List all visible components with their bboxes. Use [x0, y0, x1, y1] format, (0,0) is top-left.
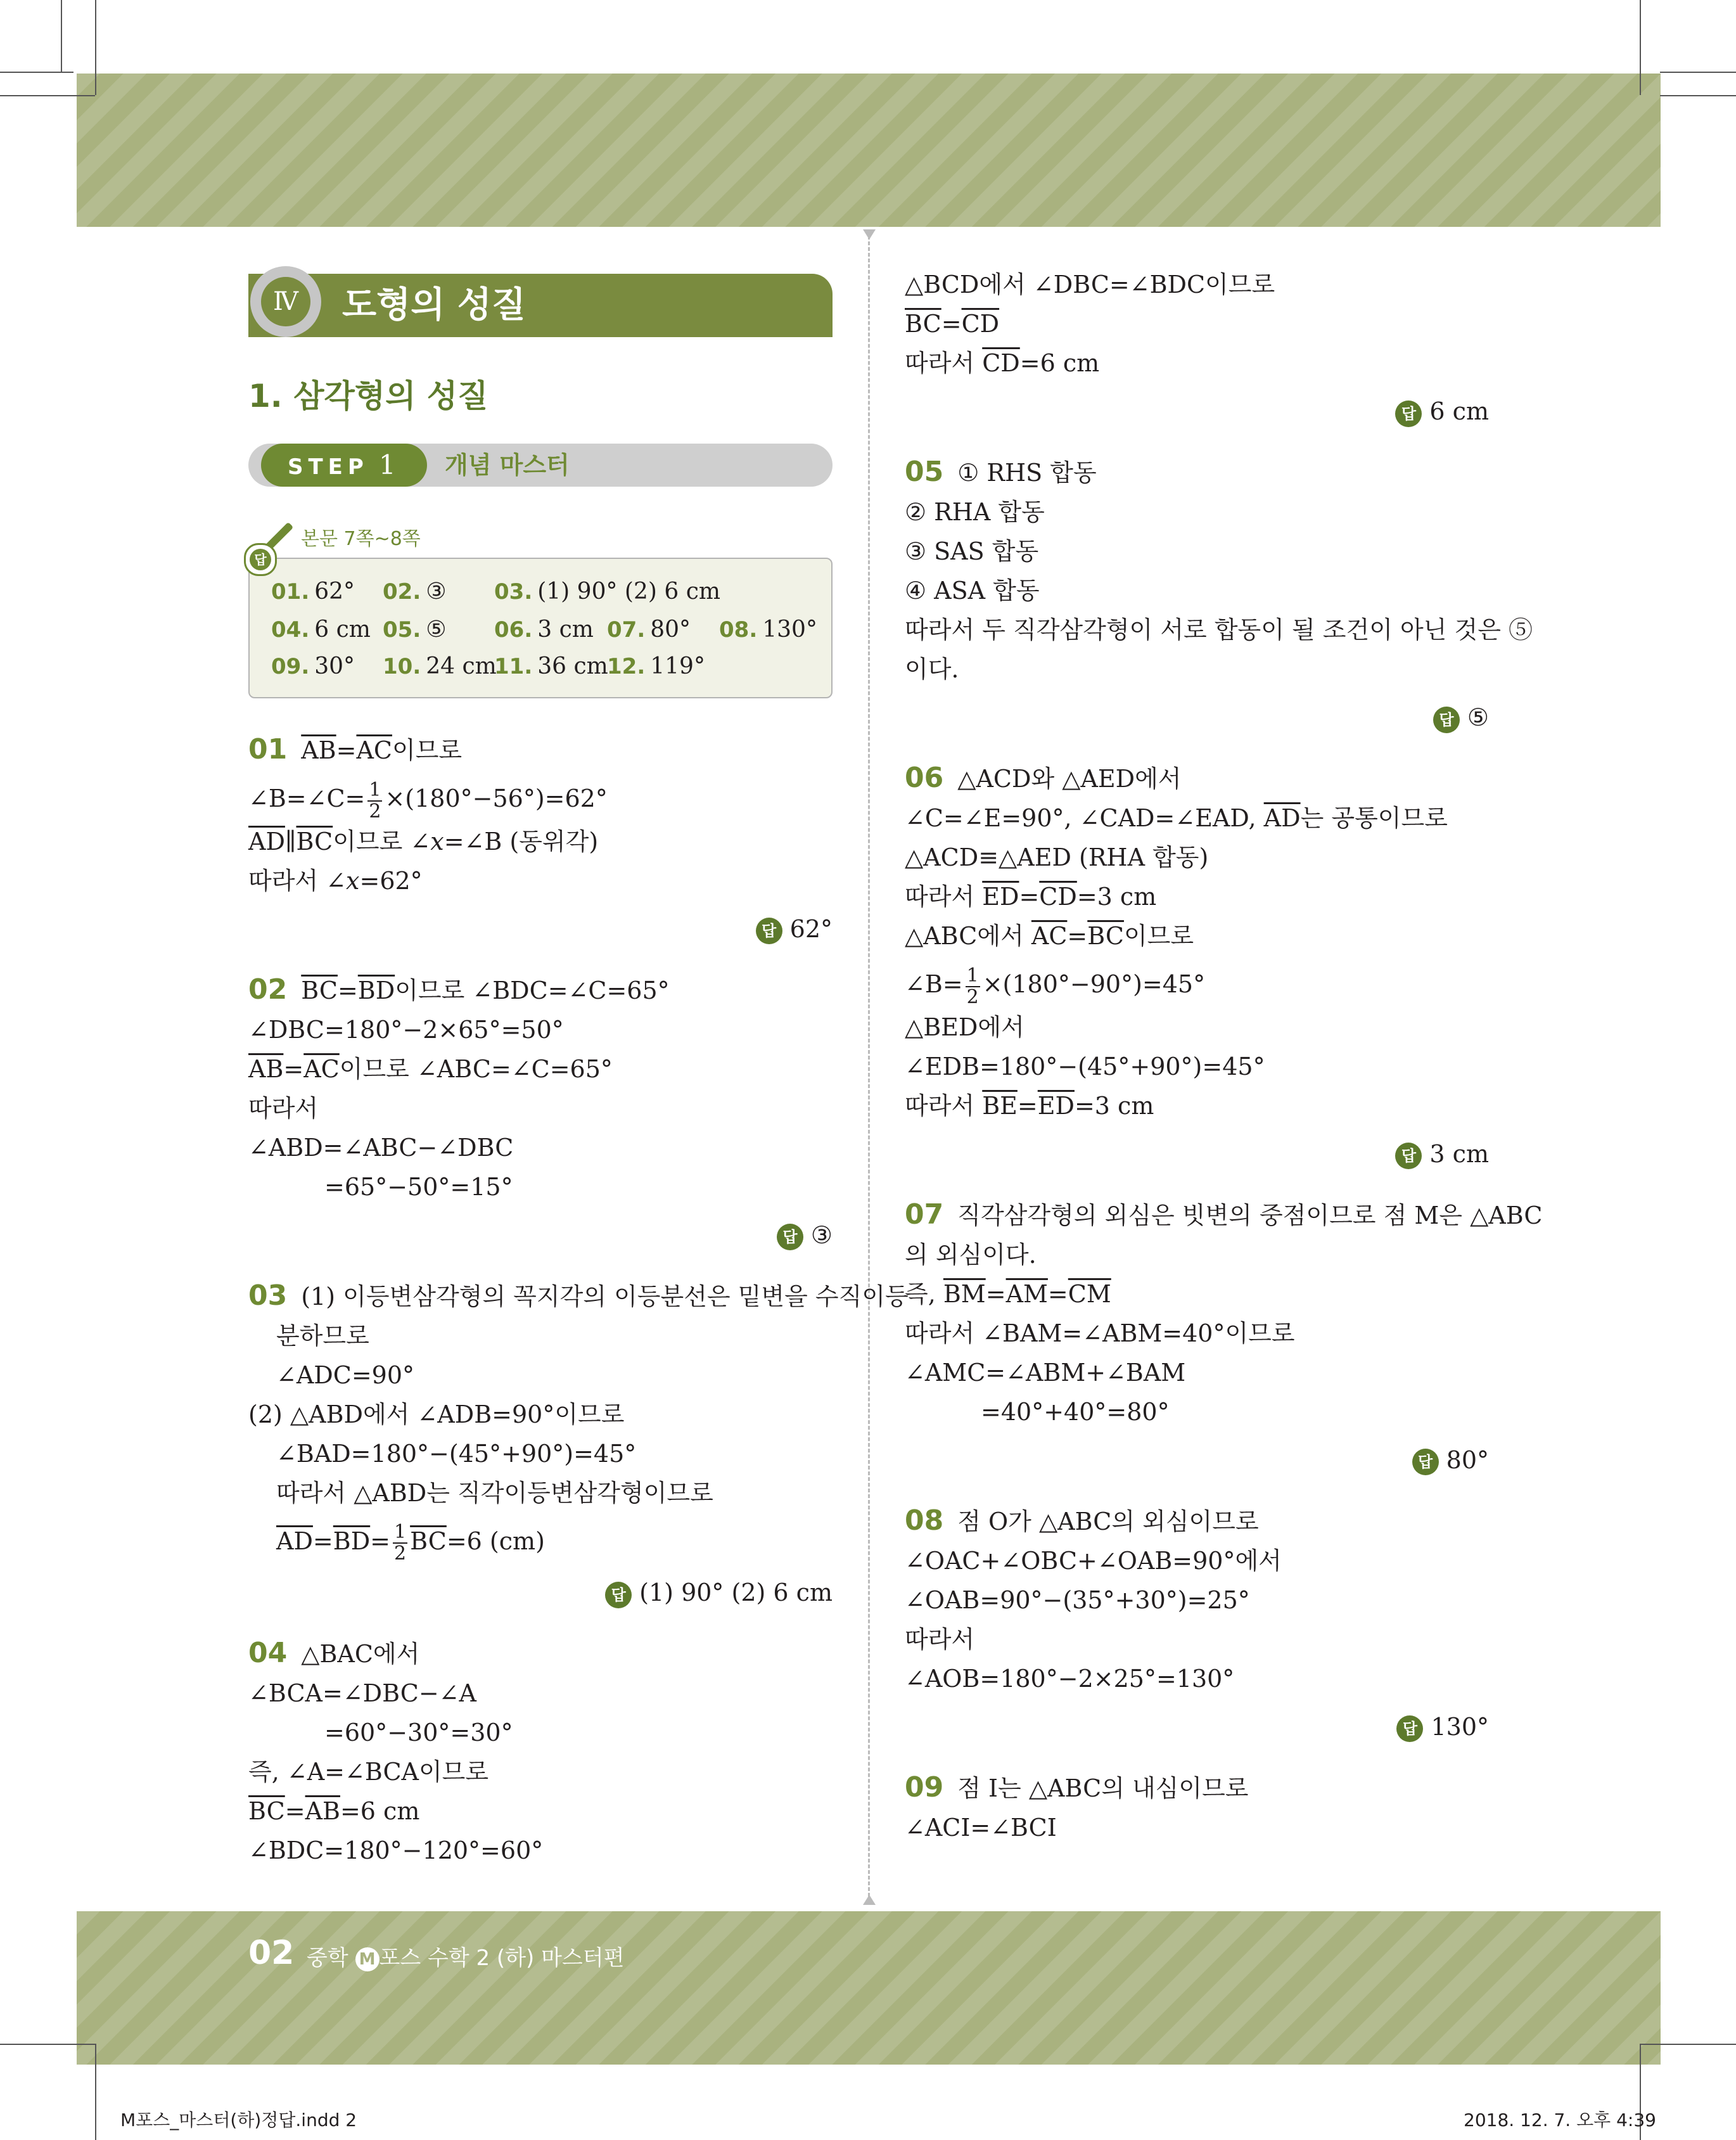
q04-line	[248, 1791, 833, 1831]
text: ∠C=∠E=90°, ∠CAD=∠EAD,	[905, 804, 1264, 832]
q07-line: 의 외심이다.	[905, 1240, 1037, 1269]
q01-line	[248, 730, 833, 770]
q08-line: ∠OAB=90°−(35°+30°)=25°	[905, 1586, 1250, 1614]
step-number: 1	[378, 449, 396, 480]
q07-line: ∠AMC=∠ABM+∠BAM	[905, 1358, 1186, 1387]
q07-answer	[905, 1440, 1489, 1480]
quick-answer-value: (1) 90° (2) 6 cm	[537, 579, 721, 605]
quick-answer-06	[494, 616, 594, 644]
segment: $\overline{BC}$	[301, 976, 338, 1004]
page-number: 02	[248, 1934, 295, 1972]
text: 즉,	[905, 1279, 943, 1308]
quick-answer-value: ⑤	[426, 617, 447, 643]
q09-line: ∠ACI=∠BCI	[905, 1813, 1057, 1842]
q06-line	[905, 916, 1489, 956]
left-column	[248, 730, 909, 1870]
text: =6 cm	[340, 1797, 420, 1825]
text: 점 O가 △ABC의 외심이므로	[957, 1507, 1259, 1535]
quick-answer-08	[719, 616, 817, 644]
answer-badge: 답	[1396, 1715, 1423, 1742]
text: =62°	[359, 866, 423, 895]
fraction	[966, 966, 980, 1008]
question-number: 05	[905, 456, 944, 488]
segment: $\overline{AB}$	[301, 736, 336, 764]
quick-answer-07	[607, 616, 691, 644]
q01-line	[248, 822, 833, 861]
q07-line: =40°+40°=80°	[981, 1397, 1170, 1426]
segment: $\overline{BC}$	[296, 827, 333, 855]
book-title-post: 포스 수학 2 (하) 마스터편	[379, 1945, 625, 1971]
q05-answer	[905, 698, 1489, 737]
q03-line: 분하므로	[276, 1321, 369, 1350]
text: 는 공통이므로	[1300, 804, 1448, 832]
fraction	[393, 1522, 407, 1564]
segment: $\overline{AB}$	[305, 1797, 340, 1825]
answer-icon	[244, 543, 277, 576]
text: ∠B=	[905, 970, 963, 998]
answer-value: ③	[810, 1221, 833, 1249]
quick-answer-no: 08.	[719, 617, 758, 643]
text: ∥	[284, 827, 297, 855]
q04-line: ∠BCA=∠DBC−∠A	[248, 1679, 476, 1707]
answer-badge: 답	[1395, 1143, 1422, 1169]
q04-line	[248, 1634, 833, 1674]
text: (1) 이등변삼각형의 꼭지각의 이등분선은 밑변을 수직이등	[301, 1282, 909, 1310]
crop-mark	[0, 2044, 95, 2045]
q05-line: ④ ASA 합동	[905, 577, 1040, 605]
q07-line	[905, 1195, 1543, 1235]
top-decorative-band	[77, 74, 1661, 227]
text: 이므로	[392, 736, 463, 764]
quick-answer-no: 12.	[607, 654, 646, 679]
quick-answer-12	[607, 653, 705, 681]
answer-value: 6 cm	[1429, 397, 1489, 425]
text: △ACD와 △AED에서	[957, 765, 1182, 793]
q02-line	[248, 970, 833, 1010]
segment: $\overline{ED}$	[1037, 1091, 1075, 1120]
q06-line	[905, 964, 1489, 1008]
text: ① RHS 합동	[957, 459, 1097, 487]
q05-line: ② RHA 합동	[905, 498, 1045, 526]
q06-line	[905, 798, 1489, 838]
segment: $\overline{BD}$	[333, 1527, 371, 1555]
crop-mark	[1660, 72, 1736, 73]
quick-answer-no: 11.	[494, 654, 533, 679]
q01-line	[248, 861, 833, 900]
q03-line: (2) △ABD에서 ∠ADB=90°이므로	[248, 1400, 625, 1428]
answer-badge: 답	[1433, 707, 1460, 733]
text: =3 cm	[1076, 883, 1157, 911]
text: =	[1047, 1279, 1068, 1308]
text: 이므로 ∠	[333, 827, 431, 855]
quick-answer-no: 06.	[494, 617, 533, 643]
variable: x	[346, 866, 360, 895]
segment: $\overline{AD}$	[1263, 804, 1301, 832]
segment: $\overline{AD}$	[248, 827, 285, 855]
m-logo-icon: M	[355, 1947, 380, 1971]
q06-line	[905, 877, 1489, 916]
text: ∠B=∠C=	[248, 785, 366, 812]
text: =6 (cm)	[446, 1527, 545, 1555]
text: =	[336, 736, 357, 764]
q05-line: 따라서 두 직각삼각형이 서로 합동이 될 조건이 아닌 것은 ⑤	[905, 616, 1533, 644]
q08-line	[905, 1501, 1489, 1541]
crop-mark	[0, 72, 73, 73]
quick-answer-03	[494, 578, 720, 606]
answer-badge: 답	[756, 918, 782, 944]
step-title: 개념 마스터	[445, 451, 570, 479]
q04c-line	[905, 343, 1489, 383]
quick-answer-value: 30°	[314, 653, 355, 679]
q03-line: 따라서 △ABD는 직각이등변삼각형이므로	[276, 1478, 713, 1507]
segment: $\overline{CD}$	[1039, 883, 1077, 911]
q04-line: =60°−30°=30°	[324, 1719, 513, 1746]
answer-badge: 답	[1412, 1449, 1439, 1475]
q08-answer	[905, 1707, 1489, 1746]
quick-answer-value: 80°	[650, 617, 691, 643]
crop-mark	[1640, 0, 1641, 95]
quick-answer-no: 10.	[383, 654, 421, 679]
question-number: 03	[248, 1279, 288, 1312]
text: =6 cm	[1019, 349, 1100, 377]
answer-value: 3 cm	[1429, 1139, 1489, 1168]
crop-mark	[0, 95, 95, 96]
answer-value: ⑤	[1467, 703, 1489, 731]
text: =	[985, 1279, 1006, 1308]
q07-line	[905, 1274, 1489, 1314]
q04-line: 즉, ∠A=∠BCA이므로	[248, 1758, 489, 1786]
quick-answer-no: 02.	[383, 579, 421, 605]
print-date-info: 2018. 12. 7. 오후 4:39	[1464, 2110, 1656, 2130]
answer-value: (1) 90° (2) 6 cm	[639, 1579, 833, 1606]
text: =∠B (동위각)	[444, 827, 599, 855]
text: 이므로 ∠BDC=∠C=65°	[395, 976, 670, 1004]
step-label-text: STEP	[288, 454, 369, 480]
segment: $\overline{AC}$	[303, 1054, 340, 1083]
chapter-banner	[248, 274, 833, 337]
q03-line: ∠ADC=90°	[276, 1361, 415, 1389]
divider-notch-bottom	[863, 1895, 876, 1905]
q03-line	[248, 1276, 909, 1316]
step-label	[261, 444, 427, 487]
denominator: 2	[966, 985, 979, 1008]
denominator: 2	[369, 800, 381, 823]
quick-answer-02	[383, 578, 447, 606]
denominator: 2	[394, 1542, 407, 1565]
divider-notch-top	[863, 229, 876, 240]
segment: $\overline{AB}$	[248, 1054, 284, 1083]
segment: $\overline{AD}$	[276, 1527, 313, 1555]
question-number: 08	[905, 1504, 944, 1537]
q05-line: ③ SAS 합동	[905, 537, 1039, 565]
variable: x	[430, 827, 444, 855]
page-reference: 본문 7쪽~8쪽	[301, 528, 421, 550]
question-number: 06	[905, 762, 944, 794]
quick-answer-value: 119°	[650, 653, 705, 679]
text: =	[1019, 883, 1040, 911]
quick-answer-10	[383, 653, 497, 681]
q06-line: △ACD≡△AED (RHA 합동)	[905, 843, 1209, 871]
q06-line: ∠EDB=180°−(45°+90°)=45°	[905, 1052, 1265, 1080]
q06-line	[905, 1086, 1489, 1125]
q08-line: 따라서	[905, 1625, 975, 1653]
q09-line	[905, 1768, 1489, 1808]
text: 이므로	[1123, 922, 1194, 950]
q01-line	[248, 779, 833, 822]
quick-answer-11	[494, 653, 608, 681]
segment: $\overline{AC}$	[356, 736, 392, 764]
book-title-pre: 중학	[307, 1945, 355, 1971]
segment: $\overline{CD}$	[982, 349, 1020, 377]
question-number: 09	[905, 1771, 944, 1804]
text: =	[941, 310, 962, 338]
text: ×(180°−56°)=62°	[385, 785, 608, 812]
question-number: 04	[248, 1637, 288, 1669]
crop-mark	[61, 0, 62, 72]
q02-answer	[248, 1215, 833, 1255]
segment: $\overline{BM}$	[943, 1279, 986, 1308]
text: 따라서	[905, 883, 983, 911]
quick-answer-value: 6 cm	[314, 617, 371, 643]
right-column	[905, 265, 1543, 1847]
segment: $\overline{BE}$	[982, 1091, 1018, 1120]
q07-line: 따라서 ∠BAM=∠ABM=40°이므로	[905, 1319, 1295, 1347]
quick-answer-04	[271, 616, 371, 644]
quick-answer-value: 3 cm	[537, 617, 594, 643]
crop-mark	[95, 2044, 96, 2140]
quick-answer-no: 07.	[607, 617, 646, 643]
segment: $\overline{BD}$	[357, 976, 395, 1004]
q05-line: 이다.	[905, 655, 959, 683]
q02-line: ∠DBC=180°−2×65°=50°	[248, 1015, 564, 1044]
crop-mark	[95, 0, 96, 95]
answer-value: 62°	[789, 914, 833, 943]
quick-answer-no: 01.	[271, 579, 310, 605]
text: =	[370, 1527, 391, 1555]
crop-mark	[1640, 2044, 1736, 2045]
text: =	[312, 1527, 333, 1555]
segment: $\overline{BC}$	[1087, 922, 1124, 950]
q08-line: ∠AOB=180°−2×25°=130°	[905, 1664, 1235, 1693]
quick-answer-05	[383, 616, 447, 644]
quick-answer-no: 04.	[271, 617, 310, 643]
q03-line	[248, 1522, 833, 1565]
segment: $\overline{BC}$	[248, 1797, 285, 1825]
q04c-line	[905, 304, 1489, 343]
print-file-info: M포스_마스터(하)정답.indd 2	[120, 2110, 357, 2130]
answer-badge: 답	[605, 1582, 632, 1608]
quick-answer-value: 36 cm	[537, 653, 608, 679]
quick-answer-value: ③	[426, 579, 447, 605]
quick-answer-value: 24 cm	[426, 653, 497, 679]
quick-answer-01	[271, 578, 355, 606]
numerator: 1	[966, 964, 979, 987]
answer-value: 130°	[1431, 1712, 1489, 1741]
q06-answer	[905, 1134, 1489, 1174]
segment: $\overline{CM}$	[1068, 1279, 1111, 1308]
answer-badge: 답	[777, 1224, 803, 1250]
book-title	[307, 1940, 625, 1971]
answer-icon-label: 답	[250, 549, 271, 570]
crop-mark	[1660, 95, 1736, 96]
quick-answer-value: 62°	[314, 579, 355, 605]
question-number: 07	[905, 1198, 944, 1231]
text: =	[283, 1054, 304, 1083]
q01-answer	[248, 909, 833, 949]
quick-answer-no: 09.	[271, 654, 310, 679]
text: 따라서	[905, 349, 983, 377]
answer-value: 80°	[1446, 1445, 1489, 1474]
quick-answer-09	[271, 653, 355, 681]
text: =	[337, 976, 358, 1004]
segment: $\overline{BC}$	[905, 310, 941, 338]
text: △ABC에서	[905, 922, 1031, 950]
q02-line	[248, 1049, 833, 1089]
numerator: 1	[369, 778, 381, 801]
segment: $\overline{AM}$	[1005, 1279, 1048, 1308]
text: 직각삼각형의 외심은 빗변의 중점이므로 점 M은 △ABC	[957, 1201, 1543, 1229]
text: 점 I는 △ABC의 내심이므로	[957, 1774, 1249, 1802]
bottom-decorative-band	[77, 1911, 1661, 2065]
text: 따라서 ∠	[248, 866, 347, 895]
quick-answer-no: 03.	[494, 579, 533, 605]
q06-line: △BED에서	[905, 1013, 1024, 1041]
q05-line	[905, 452, 1489, 492]
question-number: 02	[248, 973, 288, 1006]
q02-line: 따라서	[248, 1094, 319, 1122]
text: =	[284, 1797, 305, 1825]
segment: $\overline{BC}$	[410, 1527, 447, 1555]
q02-line: ∠ABD=∠ABC−∠DBC	[248, 1133, 514, 1162]
text: =	[1017, 1091, 1038, 1120]
q03-answer	[248, 1573, 833, 1612]
text: ×(180°−90°)=45°	[982, 970, 1206, 998]
chapter-numeral: Ⅳ	[261, 277, 310, 326]
section-title: 1. 삼각형의 성질	[248, 378, 488, 414]
quick-answer-no: 05.	[383, 617, 421, 643]
text: =	[1067, 922, 1088, 950]
text: △BAC에서	[301, 1640, 420, 1668]
chapter-title: 도형의 성질	[342, 285, 526, 326]
text: =3 cm	[1074, 1091, 1154, 1120]
segment: $\overline{ED}$	[982, 883, 1019, 911]
q02-line: =65°−50°=15°	[324, 1172, 513, 1201]
segment: $\overline{CD}$	[961, 310, 1000, 338]
question-number: 01	[248, 733, 288, 766]
q06-line	[905, 759, 1489, 798]
q04-answer	[905, 392, 1489, 431]
numerator: 1	[394, 1521, 407, 1543]
column-divider	[868, 236, 870, 1902]
fraction	[367, 780, 382, 822]
q04-line: ∠BDC=180°−120°=60°	[248, 1836, 544, 1864]
text: 이므로 ∠ABC=∠C=65°	[339, 1054, 613, 1083]
q08-line: ∠OAC+∠OBC+∠OAB=90°에서	[905, 1546, 1282, 1575]
text: 따라서	[905, 1091, 983, 1120]
q04c-line: △BCD에서 ∠DBC=∠BDC이므로	[905, 271, 1275, 298]
segment: $\overline{AC}$	[1031, 922, 1068, 950]
quick-answer-value: 130°	[762, 617, 817, 643]
q03-line: ∠BAD=180°−(45°+90°)=45°	[276, 1439, 637, 1468]
answer-badge: 답	[1395, 400, 1422, 427]
